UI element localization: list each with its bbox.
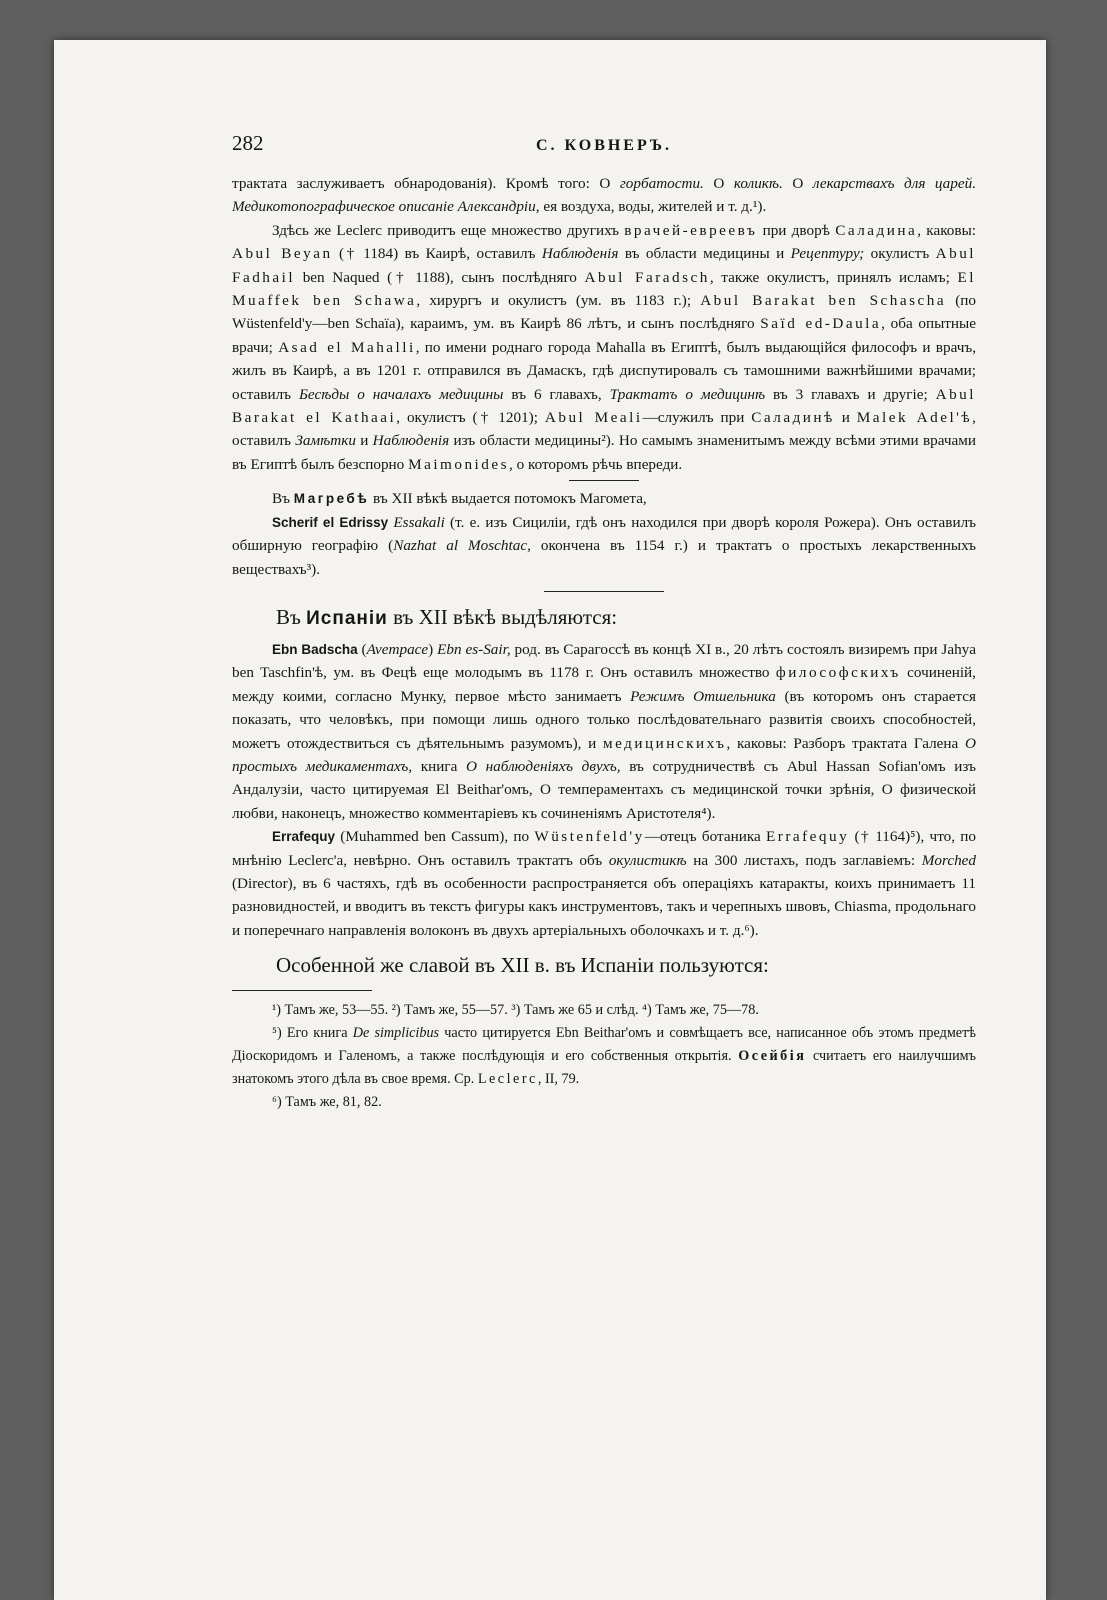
footnote-ref: ³). (306, 560, 321, 578)
text-run: ⁵) Его книга (272, 1025, 353, 1042)
italic-title: Трактатъ о медицинѣ (609, 385, 766, 403)
italic-title: горбатости. (619, 175, 704, 192)
text-run: ( (357, 640, 367, 658)
footnotes (232, 999, 976, 1114)
text-run: трактата заслуживаетъ обнародованія). Кромѣ того: О (232, 175, 620, 192)
text-run: , о которомъ рѣчь впереди. (509, 455, 683, 473)
page-number: 282 (232, 131, 264, 155)
italic-title: Рецептуру; (790, 245, 865, 263)
text-run: —служилъ при (642, 409, 752, 427)
paragraph-1 (232, 172, 976, 219)
italic-title: Наблюденія (541, 245, 619, 263)
text-run: , II, 79. (537, 1071, 580, 1088)
paragraph-6 (232, 825, 976, 942)
text-run: († 1164) (849, 828, 911, 846)
text-run: , хирургъ и окулистъ (ум. въ 1183 г.); (416, 292, 701, 310)
section-divider (544, 591, 664, 592)
italic-title: Morched (921, 851, 976, 869)
author-name: Scherif el Edrissy (272, 514, 389, 530)
text-run: книга (412, 757, 467, 775)
page-text (232, 128, 976, 1114)
italic-name: Avempace (366, 640, 429, 658)
author-name: Ebn Badscha (272, 641, 358, 657)
section-heading-famous: Особенной же славой въ XII в. въ Испаніи пользуются: (276, 953, 769, 978)
paragraph-3 (232, 487, 976, 510)
spaced-name: Abul Barakat ben Schascha (700, 292, 947, 310)
text-run: , оставилъ (232, 409, 976, 450)
text-run: (Director), въ 6 частяхъ, гдѣ въ особенности распространяется объ операціяхъ катаракты, коихъ принимаетъ 11 разновидностей, и вводитъ въ текстъ фигуры какъ инструментовъ, такъ и черепныхъ швовъ, Chiasma, продольнаго и поперечнаго направленія волоконъ въ двухъ артеріальныхъ оболочкахъ и т. д. (232, 874, 976, 939)
text-run: Въ (276, 604, 307, 629)
spaced-name: Saïd ed-Daula (760, 315, 882, 333)
italic-title: Замѣтки (295, 432, 356, 450)
running-title: С. КОВНЕРЪ. (535, 137, 672, 154)
running-header (232, 128, 976, 168)
italic-title: Наблюденія (372, 432, 450, 450)
text-run: (т. е. изъ Сициліи, гдѣ онъ находился при дворѣ короля Рожера). Онъ оставилъ обширную географію ( (232, 513, 977, 555)
italic-name: Ebn es-Sair, (437, 640, 511, 658)
italic-title: Режимъ Отшельника (630, 687, 776, 705)
footnote-6: ⁶) Тамъ же, 81, 82. (272, 1094, 382, 1111)
text-run: считаетъ его наилучшимъ знатокомъ этого дѣла въ свое время. Ср. (232, 1048, 976, 1088)
paragraph-4 (232, 511, 976, 581)
text-run: род. въ Сарагоссѣ въ концѣ XI в., 20 лѣтъ состоялъ визиремъ при Jahya ben Taschfin'ѣ, ум. въ Фецѣ еще молодымъ въ 1178 г. Онъ оставилъ множество (232, 640, 976, 682)
text-run: на 300 листахъ, подъ заглавіемъ: (686, 851, 922, 869)
italic-title: Бесѣды о началахъ медицины (298, 385, 504, 403)
text-run: изъ области медицины (449, 432, 602, 450)
spaced-name: Саладинѣ (751, 409, 835, 427)
text-run: окончена въ 1154 г.) и трактатъ о простыхъ лекарственныхъ веществахъ (232, 537, 976, 578)
spaced-name: Errafequy (765, 828, 850, 846)
spaced-name: Wüstenfeld'y (534, 828, 645, 846)
paragraph-5 (232, 638, 976, 825)
spaced-name: Abul Fadhail (232, 245, 977, 286)
section-heading-spain (276, 600, 976, 636)
footnote-ref: ²). (601, 432, 615, 450)
text-run: въ XII вѣкѣ выдѣляются: (387, 604, 618, 629)
spaced-name: Осейбія (738, 1048, 807, 1065)
spaced-name: Abul Beyan (232, 245, 333, 263)
text-run: что, по мнѣнію Leclerc'a, невѣрно. Онъ оставилъ трактатъ объ (232, 828, 976, 869)
text-run: , каковы: (917, 221, 976, 239)
text-run: часто цитируется Ebn Beithar'омъ и совмѣщаетъ все, написанное объ этомъ предметѣ Діоскоридомъ и Галеномъ, а также послѣдующія и его собственныя открытія. (232, 1025, 976, 1065)
italic-title: О наблюденіяхъ двухъ, (466, 757, 621, 775)
text-run: ея воздуха, воды, жителей и т. д. (539, 198, 753, 216)
text-run: (по Wüstenfeld'y—ben Schaïa), караимъ, ум. въ Каирѣ 86 лѣтъ, и сынъ послѣдняго (232, 292, 976, 333)
spaced-name: El Muaffek ben Schawa (232, 268, 976, 310)
text-run: , окулистъ († 1201); (396, 409, 545, 427)
text-run: , по имени роднаго города Mahalla въ Египтѣ, былъ выдающійся философъ и врачъ, жилъ въ Каирѣ, а въ 1201 г. отправился въ Дамаскъ, гдѣ диспутировалъ съ тамошними важнѣйшими врачами; оставилъ (232, 338, 976, 403)
spaced-name: Саладина (835, 221, 918, 239)
text-run: , также окулистъ, принялъ исламъ; (709, 268, 958, 286)
footnote-divider (232, 990, 372, 991)
footnote-ref: ¹). (752, 198, 767, 216)
spaced-name: Leclerc (477, 1071, 538, 1088)
text-run: († 1184) въ Каирѣ, оставилъ (332, 245, 542, 263)
italic-term: окулистикѣ (608, 851, 687, 869)
text-run: въ 3 главахъ и другіе; (765, 385, 936, 403)
book-page (54, 40, 1046, 1600)
italic-title: De simplicibus (352, 1025, 440, 1042)
footnote-ref: ⁵), (910, 828, 925, 846)
text-run: (въ которомъ онъ старается показать, что человѣкъ, при помощи лишь одного только послѣдовательнаго развитія своихъ способностей, можетъ отождествиться съ дѣятельнымъ разумомъ), и (232, 687, 976, 752)
text-run: —отецъ ботаника (644, 828, 766, 846)
italic-title: коликѣ. (733, 175, 783, 192)
italic-title: лекарствахъ для царей. Медикотопографическое описаніе Александріи, (232, 175, 976, 216)
text-run: при дворѣ (757, 221, 836, 239)
paragraph-2 (232, 219, 976, 476)
text-run: въ области медицины и (618, 245, 791, 263)
spaced-name: Malek Adel'ѣ (856, 409, 973, 427)
text-run: ) (428, 640, 438, 658)
text-run: О (782, 175, 813, 192)
text-run: (Muhammed ben Cassum), по (335, 828, 535, 846)
italic-title: О простыхъ медикаментахъ, (232, 734, 976, 775)
text-run: въ 6 главахъ, (503, 385, 610, 403)
author-name: Errafequy (272, 829, 336, 845)
footnote-ref: ⁴). (701, 804, 716, 822)
footnote-ref: ⁶). (744, 921, 759, 939)
text-run: О (703, 175, 734, 192)
text-run: , каковы: Разборъ трактата Галена (726, 734, 966, 752)
text-run: Но самымъ знаменитымъ между всѣми этими врачами въ Египтѣ былъ безспорно (232, 432, 976, 473)
region-name: Магребѣ (293, 491, 370, 507)
spaced-name: Abul Faradsch (584, 268, 710, 286)
spaced-term: медицинскихъ (602, 734, 727, 752)
text-run: въ XII вѣкѣ выдается потомокъ Магомета, (369, 490, 647, 508)
text-run: сочиненій, между коими, согласно Мунку, первое мѣсто занимаетъ (232, 664, 976, 705)
text-run: Здѣсь же Leclerc приводитъ еще множество другихъ (272, 221, 625, 239)
text-run: Въ (272, 490, 294, 508)
italic-title: Nazhat al Moschtac, (393, 537, 531, 555)
spaced-term: врачей-евреевъ (624, 221, 758, 239)
spaced-term: философскихъ (775, 664, 901, 682)
spaced-name: Asad el Mahalli (278, 338, 416, 356)
footnote-5 (232, 1022, 976, 1091)
text-run: и (834, 409, 857, 427)
footnote-1-4: ¹) Тамъ же, 53—55. ²) Тамъ же, 55—57. ³) Тамъ же 65 и слѣд. ⁴) Тамъ же, 75—78. (272, 1002, 759, 1019)
section-divider (569, 480, 639, 481)
text-run: окулистъ (864, 245, 936, 263)
region-name: Испаніи (306, 607, 388, 629)
text-run: въ сотрудничествѣ съ Abul Hassan Sofian'омъ изъ Андалузіи, часто цитируемая El Beithar'омъ, О темпераментахъ съ медицинской точки зрѣнія, О физической любви, наконецъ, множество комментаріевъ къ сочиненіямъ Аристотеля (232, 757, 977, 822)
spaced-name: Abul Meali (544, 409, 643, 427)
text-run: , оба опытные врачи; (232, 315, 976, 356)
spaced-name: Maimonides (408, 455, 510, 473)
spaced-name: Abul Barakat el Kathaai (232, 385, 976, 427)
text-run: и (355, 432, 373, 450)
italic-name: Essakali (393, 513, 445, 531)
text-run: ben Naqued († 1188), сынъ послѣдняго (295, 268, 585, 286)
